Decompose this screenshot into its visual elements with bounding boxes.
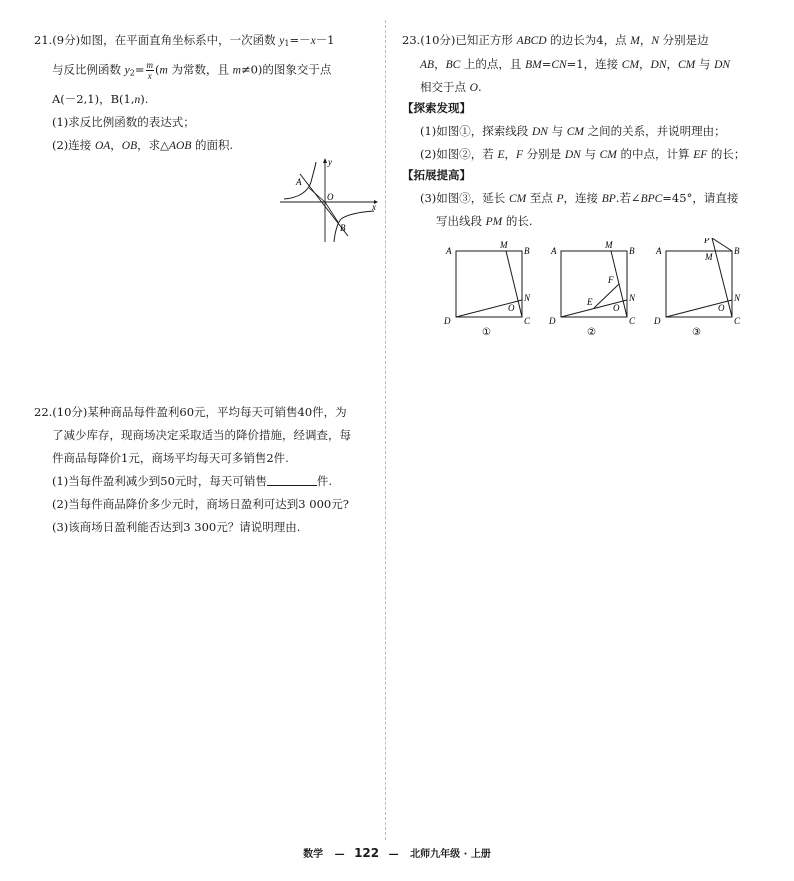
- footer-edition: 北师九年级 · 上册: [410, 849, 491, 860]
- segment-OB: [325, 202, 338, 222]
- label-O: O: [508, 303, 515, 313]
- column-divider: [385, 20, 386, 840]
- label-F: F: [608, 275, 614, 285]
- label-N: N: [524, 293, 531, 303]
- footer-dash-right: —: [388, 849, 399, 860]
- label-D: D: [444, 316, 451, 326]
- y-axis-label: y: [328, 157, 332, 167]
- label-M: M: [605, 240, 613, 250]
- label-O: O: [718, 303, 725, 313]
- q21-line-2: 与反比例函数 $y_2=$ $\frac{m}{x}$ (m 为常数，且 m≠0)的图象交于点: [52, 60, 332, 81]
- label-B: B: [629, 246, 635, 256]
- q22-line-1: 22.(10分)某种商品每件盈利60元，平均每天可销售40件，为: [34, 405, 347, 419]
- fraction-m-over-x: $\frac{m}{x}$: [146, 60, 153, 81]
- point-B-label: B: [340, 223, 346, 233]
- label-B: B: [524, 246, 530, 256]
- segment-OA: [309, 188, 325, 202]
- q23-part-3-cont: 写出线段 PM 的长.: [436, 214, 533, 228]
- label-A: A: [551, 246, 557, 256]
- label-P: P: [704, 238, 710, 245]
- label-M: M: [705, 252, 713, 262]
- section-heading-extend: 【拓展提高】: [402, 168, 471, 182]
- q23-part-1: (1)如图①，探索线段 DN 与 CM 之间的关系，并说明理由；: [420, 124, 726, 138]
- q23-figure-3: [650, 238, 750, 338]
- label-A: A: [656, 246, 662, 256]
- q22-part-3: (3)该商场日盈利能否达到3 300元？请说明理由.: [52, 520, 301, 534]
- q23-line-3: 相交于点 O.: [420, 80, 482, 94]
- q22-part-2: (2)当每件商品降价多少元时，商场日盈利可达到3 000元?: [52, 497, 349, 511]
- label-C: C: [524, 316, 531, 326]
- q23-figure-1: [440, 238, 540, 338]
- q23-line-2: AB，BC 上的点，且 BM=CN=1，连接 CM，DN，CM 与 DN: [420, 57, 731, 71]
- q21-part-2: (2)连接 OA，OB，求△AOB 的面积.: [52, 138, 234, 152]
- q21-part-1: (1)求反比例函数的表达式；: [52, 115, 195, 129]
- label-C: C: [734, 316, 741, 326]
- caption-1: ①: [482, 327, 491, 338]
- label-N: N: [629, 293, 636, 303]
- label-M: M: [500, 240, 508, 250]
- footer-dash-left: —: [334, 849, 345, 860]
- label-A: A: [446, 246, 452, 256]
- label-O: O: [613, 303, 620, 313]
- q21-line-3: A(－2,1)，B(1,n).: [52, 92, 149, 106]
- x-axis-label: x: [372, 202, 376, 212]
- q21-line-1: 21.(9分)如图，在平面直角坐标系中，一次函数 $y_1=-x-1$: [34, 33, 335, 48]
- section-heading-explore: 【探索发现】: [402, 101, 471, 115]
- q22-part-1: (1)当每件盈利减少到50元时，每天可销售 件.: [52, 474, 333, 488]
- label-C: C: [629, 316, 636, 326]
- answer-blank[interactable]: [267, 475, 317, 486]
- caption-2: ②: [587, 327, 596, 338]
- label-N: N: [734, 293, 741, 303]
- q22-line-3: 件商品每降价1元，商场平均每天可多销售2件.: [52, 451, 289, 465]
- label-E: E: [587, 297, 593, 307]
- q23-part-2: (2)如图②，若 E，F 分别是 DN 与 CM 的中点，计算 EF 的长；: [420, 147, 746, 161]
- y-axis-arrow: [323, 158, 327, 163]
- label-D: D: [549, 316, 556, 326]
- q21-graph-figure: [278, 156, 380, 248]
- q23-figure-2: [545, 238, 645, 338]
- origin-O-label: O: [327, 192, 334, 202]
- q23-part-3: (3)如图③，延长 CM 至点 P，连接 BP.若∠BPC=45°，请直接: [420, 191, 739, 205]
- label-D: D: [654, 316, 661, 326]
- q23-line-1: 23.(10分)已知正方形 ABCD 的边长为4，点 M，N 分别是边: [402, 33, 709, 47]
- footer-subject: 数学: [303, 849, 324, 860]
- q22-line-2: 了减少库存，现商场决定采取适当的降价措施，经调查，每: [52, 428, 351, 442]
- page-number: 122: [354, 846, 380, 860]
- label-B: B: [734, 246, 740, 256]
- page-footer: [0, 845, 794, 860]
- caption-3: ③: [692, 327, 701, 338]
- point-A-label: A: [296, 177, 302, 187]
